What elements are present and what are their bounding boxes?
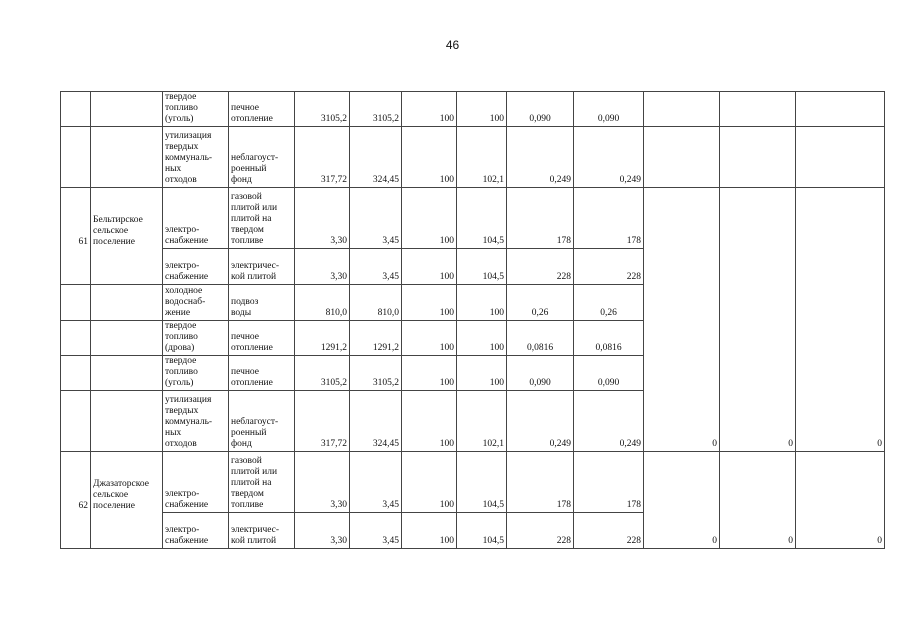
cell-v1: 3,30 [295, 513, 350, 549]
cell-v3: 100 [402, 391, 457, 452]
cell-v2: 3105,2 [350, 92, 402, 127]
cell-v6: 0,249 [574, 391, 644, 452]
cell-v1: 3,30 [295, 249, 350, 285]
cell-v6: 228 [574, 513, 644, 549]
cell-extra-a: 0 [644, 452, 720, 549]
cell-no [61, 285, 91, 321]
cell-no: 62 [61, 452, 91, 549]
table-row [61, 188, 885, 249]
cell-v5: 0,090 [507, 92, 574, 127]
table-body [61, 92, 885, 549]
cell-no [61, 321, 91, 356]
cell-v1: 3,30 [295, 188, 350, 249]
cell-v2: 3,45 [350, 249, 402, 285]
cell-v3: 100 [402, 452, 457, 513]
cell-settlement [91, 285, 163, 321]
cell-v6: 0,090 [574, 92, 644, 127]
cell-v4: 104,5 [457, 513, 507, 549]
cell-v4: 102,1 [457, 127, 507, 188]
cell-v1: 317,72 [295, 127, 350, 188]
cell-extra-c: 0 [796, 188, 885, 452]
cell-extra [796, 92, 885, 127]
cell-v5: 178 [507, 188, 574, 249]
cell-type: газовой плитой или плитой на твердом топливе [229, 188, 295, 249]
cell-type: электричес- кой плитой [229, 249, 295, 285]
cell-v1: 3105,2 [295, 92, 350, 127]
cell-v1: 3105,2 [295, 356, 350, 391]
cell-service: твердое топливо (уголь) [163, 92, 229, 127]
cell-service: электро- снабжение [163, 513, 229, 549]
cell-v3: 100 [402, 356, 457, 391]
cell-v5: 228 [507, 249, 574, 285]
cell-v5: 0,0816 [507, 321, 574, 356]
cell-extra-a: 0 [644, 188, 720, 452]
cell-service: утилизация твердых коммуналь- ных отходов [163, 127, 229, 188]
cell-v5: 228 [507, 513, 574, 549]
cell-v6: 178 [574, 188, 644, 249]
cell-type: печное отопление [229, 356, 295, 391]
cell-extra [720, 127, 796, 188]
cell-settlement [91, 92, 163, 127]
cell-v1: 1291,2 [295, 321, 350, 356]
cell-settlement: Бельтирское сельское поселение [91, 188, 163, 285]
cell-settlement: Джазаторское сельское поселение [91, 452, 163, 549]
cell-type: неблагоуст- роенный фонд [229, 391, 295, 452]
cell-no [61, 356, 91, 391]
cell-v4: 100 [457, 285, 507, 321]
cell-extra [644, 127, 720, 188]
cell-v2: 3,45 [350, 188, 402, 249]
cell-v4: 104,5 [457, 249, 507, 285]
cell-extra-b: 0 [720, 452, 796, 549]
cell-settlement [91, 127, 163, 188]
cell-extra [796, 127, 885, 188]
cell-service: холодное водоснаб- жение [163, 285, 229, 321]
cell-type: подвоз воды [229, 285, 295, 321]
cell-v6: 178 [574, 452, 644, 513]
cell-service: электро- снабжение [163, 249, 229, 285]
cell-v2: 324,45 [350, 127, 402, 188]
page-number: 46 [445, 38, 460, 52]
cell-v5: 0,249 [507, 391, 574, 452]
cell-v4: 100 [457, 321, 507, 356]
cell-v6: 228 [574, 249, 644, 285]
cell-type: электричес- кой плитой [229, 513, 295, 549]
cell-extra [644, 92, 720, 127]
cell-v3: 100 [402, 321, 457, 356]
cell-v4: 100 [457, 92, 507, 127]
cell-v3: 100 [402, 188, 457, 249]
cell-type: печное отопление [229, 321, 295, 356]
cell-v4: 104,5 [457, 188, 507, 249]
cell-v1: 810,0 [295, 285, 350, 321]
cell-v2: 3,45 [350, 513, 402, 549]
cell-v4: 102,1 [457, 391, 507, 452]
cell-v3: 100 [402, 249, 457, 285]
cell-service: утилизация твердых коммуналь- ных отходов [163, 391, 229, 452]
cell-v5: 0,26 [507, 285, 574, 321]
cell-service: электро- снабжение [163, 452, 229, 513]
cell-service: твердое топливо (дрова) [163, 321, 229, 356]
cell-settlement [91, 356, 163, 391]
cell-no [61, 391, 91, 452]
cell-service: твердое топливо (уголь) [163, 356, 229, 391]
cell-v6: 0,090 [574, 356, 644, 391]
cell-v1: 3,30 [295, 452, 350, 513]
cell-type: газовой плитой или плитой на твердом топливе [229, 452, 295, 513]
cell-v3: 100 [402, 127, 457, 188]
cell-v2: 1291,2 [350, 321, 402, 356]
cell-type: печное отопление [229, 92, 295, 127]
cell-v3: 100 [402, 513, 457, 549]
table-row [61, 452, 885, 513]
cell-extra-c: 0 [796, 452, 885, 549]
cell-v2: 810,0 [350, 285, 402, 321]
cell-v1: 317,72 [295, 391, 350, 452]
cell-v3: 100 [402, 285, 457, 321]
cell-v6: 0,249 [574, 127, 644, 188]
cell-v5: 178 [507, 452, 574, 513]
cell-v2: 3105,2 [350, 356, 402, 391]
cell-v3: 100 [402, 92, 457, 127]
cell-no [61, 92, 91, 127]
cell-type: неблагоуст- роенный фонд [229, 127, 295, 188]
tariff-table [60, 91, 885, 549]
cell-extra [720, 92, 796, 127]
cell-v6: 0,26 [574, 285, 644, 321]
cell-v2: 3,45 [350, 452, 402, 513]
table-row [61, 92, 885, 127]
cell-settlement [91, 391, 163, 452]
cell-v5: 0,249 [507, 127, 574, 188]
cell-extra-b: 0 [720, 188, 796, 452]
cell-service: электро- снабжение [163, 188, 229, 249]
cell-v4: 104,5 [457, 452, 507, 513]
cell-settlement [91, 321, 163, 356]
table-row [61, 127, 885, 188]
cell-no: 61 [61, 188, 91, 285]
cell-v5: 0,090 [507, 356, 574, 391]
cell-v4: 100 [457, 356, 507, 391]
cell-v2: 324,45 [350, 391, 402, 452]
cell-no [61, 127, 91, 188]
cell-v6: 0,0816 [574, 321, 644, 356]
